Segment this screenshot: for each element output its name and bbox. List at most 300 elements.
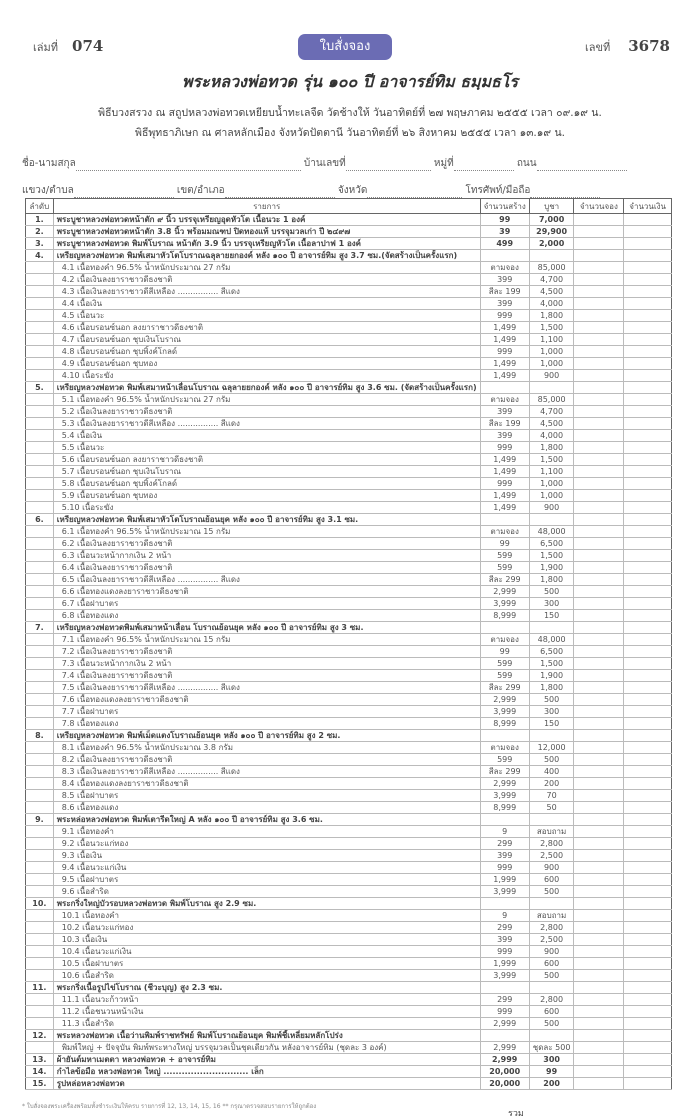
row-number [26,442,54,454]
row-price: 600 [529,874,574,886]
row-qty-ordered-field[interactable] [574,430,624,442]
row-qty-ordered-field[interactable] [574,238,624,250]
row-qty-ordered-field[interactable] [574,946,624,958]
book-number [33,37,103,56]
row-amount-field[interactable] [624,310,672,322]
row-item: 4.9 เนื้อบรอนซ์นอก ชุบทอง [53,358,480,370]
row-amount-field[interactable] [624,862,672,874]
row-item: 6.6 เนื้อทองแดงลงยาราชาวดีธงชาติ [53,586,480,598]
row-item: เหรียญหลวงพ่อทวด พิมพ์เม็ดแตงโบราณย้อนยุค หลัง ๑๐๐ ปี อาจารย์ทิม สูง 2 ซม. [53,730,480,742]
row-amount-field[interactable] [624,994,672,1006]
row-item: 6.5 เนื้อเงินลงยาราชาวดีสีเหลือง ................ สีแดง [53,574,480,586]
table-subrow [26,934,672,946]
row-amount-field[interactable] [624,1078,672,1090]
row-amount-field[interactable] [624,886,672,898]
row-price: 12,000 [529,742,574,754]
row-number [26,958,54,970]
row-amount-field[interactable] [624,262,672,274]
row-item: 7.1 เนื้อทองคำ 96.5% น้ำหนักประมาณ 15 กรัม [53,634,480,646]
row-qty-ordered-field[interactable] [574,646,624,658]
row-qty-ordered-field[interactable] [574,682,624,694]
row-amount-field[interactable] [624,646,672,658]
order-table [25,198,672,1090]
row-qty-made: 599 [480,754,529,766]
row-item: 10.3 เนื้อเงิน [53,934,480,946]
row-amount-field[interactable] [624,502,672,514]
row-amount-field[interactable] [624,394,672,406]
district-field[interactable] [225,187,335,198]
row-qty-made: 999 [480,478,529,490]
row-amount-field[interactable] [624,490,672,502]
row-number [26,970,54,982]
row-qty-ordered-field[interactable] [574,826,624,838]
row-qty-ordered-field[interactable] [574,1054,624,1066]
row-qty-ordered-field[interactable] [574,1018,624,1030]
row-qty-ordered-field[interactable] [574,502,624,514]
row-qty-ordered-field[interactable] [574,586,624,598]
row-qty-ordered-field[interactable] [574,262,624,274]
row-qty-ordered-field[interactable] [574,490,624,502]
row-qty-ordered-field[interactable] [574,406,624,418]
row-amount-field[interactable] [624,226,672,238]
row-amount-field[interactable] [624,730,672,742]
row-item: 4.6 เนื้อบรอนซ์นอก ลงยาราชาวดีธงชาติ [53,322,480,334]
row-price: 1,100 [529,334,574,346]
row-amount-field[interactable] [624,634,672,646]
row-qty-ordered-field[interactable] [574,274,624,286]
table-row [26,238,672,250]
row-item: 5.2 เนื้อเงินลงยาราชาวดีธงชาติ [53,406,480,418]
row-price [529,250,574,262]
row-qty-ordered-field[interactable] [574,1066,624,1078]
table-subrow [26,742,672,754]
form-number [585,37,670,56]
row-qty-made [480,730,529,742]
row-amount-field[interactable] [624,586,672,598]
row-qty-ordered-field[interactable] [574,910,624,922]
row-qty-made: 999 [480,1006,529,1018]
row-amount-field[interactable] [624,334,672,346]
row-qty-ordered-field[interactable] [574,706,624,718]
table-row [26,982,672,994]
table-subrow [26,574,672,586]
row-amount-field[interactable] [624,706,672,718]
row-number [26,634,54,646]
row-qty-ordered-field[interactable] [574,358,624,370]
table-subrow [26,958,672,970]
phone-label: โทรศัพท์/มือถือ [465,185,531,196]
row-qty-ordered-field[interactable] [574,1078,624,1090]
row-number: 8. [26,730,54,742]
row-qty-ordered-field[interactable] [574,958,624,970]
table-row [26,622,672,634]
row-qty-ordered-field[interactable] [574,250,624,262]
row-number: 13. [26,1054,54,1066]
row-qty-ordered-field[interactable] [574,766,624,778]
row-amount-field[interactable] [624,790,672,802]
row-amount-field[interactable] [624,1018,672,1030]
row-qty-ordered-field[interactable] [574,670,624,682]
road-field[interactable] [537,160,627,171]
form-title: พระหลวงพ่อทวด รุ่น ๑๐๐ ปี อาจารย์ทิม ธมฺมธโร [181,72,518,91]
row-price: 900 [529,946,574,958]
row-item: 8.1 เนื้อทองคำ 96.5% น้ำหนักประมาณ 3.8 กรัม [53,742,480,754]
row-number [26,502,54,514]
row-qty-ordered-field[interactable] [574,394,624,406]
row-amount-field[interactable] [624,1042,672,1054]
row-qty-ordered-field[interactable] [574,898,624,910]
row-number [26,694,54,706]
row-number [26,682,54,694]
row-qty-made: 2,999 [480,694,529,706]
row-amount-field[interactable] [624,718,672,730]
row-qty-ordered-field[interactable] [574,838,624,850]
total-label: รวม [508,1109,524,1119]
row-amount-field[interactable] [624,1006,672,1018]
col-qty-ordered: จำนวนจอง [574,199,624,214]
row-amount-field[interactable] [624,418,672,430]
row-number [26,454,54,466]
row-amount-field[interactable] [624,454,672,466]
row-amount-field[interactable] [624,754,672,766]
table-subrow [26,706,672,718]
row-qty-ordered-field[interactable] [574,478,624,490]
row-qty-made: 299 [480,994,529,1006]
row-qty-ordered-field[interactable] [574,742,624,754]
row-number [26,1018,54,1030]
subdistrict-field[interactable] [74,187,174,198]
row-qty-made: 1,499 [480,466,529,478]
table-subrow [26,1042,672,1054]
row-price: 500 [529,754,574,766]
row-amount-field[interactable] [624,478,672,490]
row-item: เหรียญหลวงพ่อทวดพิมพ์เสมาหน้าเลื่อน โบราณย้อนยุค หลัง ๑๐๐ ปี อาจารย์ทิม สูง 3 ซม. [53,622,480,634]
row-amount-field[interactable] [624,370,672,382]
row-number [26,802,54,814]
row-number [26,550,54,562]
row-qty-made [480,382,529,394]
row-qty-made: 2,999 [480,1054,529,1066]
row-amount-field[interactable] [624,622,672,634]
row-number [26,394,54,406]
row-amount-field[interactable] [624,286,672,298]
row-amount-field[interactable] [624,238,672,250]
row-amount-field[interactable] [624,346,672,358]
row-amount-field[interactable] [624,958,672,970]
row-qty-made: 999 [480,442,529,454]
row-amount-field[interactable] [624,574,672,586]
row-number [26,1042,54,1054]
row-amount-field[interactable] [624,682,672,694]
row-qty-ordered-field[interactable] [574,922,624,934]
row-qty-ordered-field[interactable] [574,730,624,742]
table-row [26,1078,672,1090]
row-price: 1,800 [529,442,574,454]
row-qty-ordered-field[interactable] [574,610,624,622]
row-qty-ordered-field[interactable] [574,598,624,610]
row-qty-ordered-field[interactable] [574,862,624,874]
row-qty-ordered-field[interactable] [574,802,624,814]
row-item: 4.3 เนื้อเงินลงยาราชาวดีสีเหลือง ................ สีแดง [53,286,480,298]
row-qty-made: 399 [480,274,529,286]
row-amount-field[interactable] [624,358,672,370]
row-number [26,430,54,442]
row-qty-made: 20,000 [480,1066,529,1078]
row-amount-field[interactable] [624,1054,672,1066]
row-item: 11.1 เนื้อนวะก้าวหน้า [53,994,480,1006]
row-amount-field[interactable] [624,826,672,838]
row-qty-ordered-field[interactable] [574,778,624,790]
table-subrow [26,370,672,382]
row-item: พิมพ์ใหญ่ + ปัจจุบัน พิมพ์พระหางใหญ่ บรรจุมวลเป็นชุดเดียวกัน หลังอาจารย์ทิม (ชุดละ 3 องค์) [53,1042,480,1054]
row-qty-ordered-field[interactable] [574,574,624,586]
row-qty-ordered-field[interactable] [574,370,624,382]
row-qty-made: 3,999 [480,886,529,898]
row-price: 500 [529,886,574,898]
row-qty-made: 2,999 [480,778,529,790]
row-item: 8.5 เนื้อฝาบาตร [53,790,480,802]
row-price: 4,700 [529,406,574,418]
row-qty-ordered-field[interactable] [574,658,624,670]
row-price: 1,900 [529,670,574,682]
row-price: 300 [529,1054,574,1066]
row-qty-ordered-field[interactable] [574,382,624,394]
row-item: 4.4 เนื้อเงิน [53,298,480,310]
row-qty-made [480,982,529,994]
row-amount-field[interactable] [624,538,672,550]
row-amount-field[interactable] [624,322,672,334]
row-price: 500 [529,1018,574,1030]
row-amount-field[interactable] [624,946,672,958]
table-subrow [26,1006,672,1018]
row-qty-made [480,898,529,910]
row-amount-field[interactable] [624,970,672,982]
row-item: ผ้ายันต์มหาเมตตา หลวงพ่อทวด + อาจารย์ทิม [53,1054,480,1066]
row-qty-ordered-field[interactable] [574,298,624,310]
row-qty-ordered-field[interactable] [574,466,624,478]
row-price [529,730,574,742]
row-qty-ordered-field[interactable] [574,1030,624,1042]
row-amount-field[interactable] [624,598,672,610]
row-amount-field[interactable] [624,1066,672,1078]
row-amount-field[interactable] [624,430,672,442]
row-qty-ordered-field[interactable] [574,754,624,766]
row-number: 11. [26,982,54,994]
row-qty-made: ตามจอง [480,526,529,538]
row-qty-made: สีละ 299 [480,574,529,586]
row-price [529,898,574,910]
row-amount-field[interactable] [624,742,672,754]
table-subrow [26,682,672,694]
row-amount-field[interactable] [624,550,672,562]
table-subrow [26,874,672,886]
table-subrow [26,418,672,430]
row-qty-ordered-field[interactable] [574,226,624,238]
row-amount-field[interactable] [624,406,672,418]
row-qty-ordered-field[interactable] [574,322,624,334]
row-qty-ordered-field[interactable] [574,514,624,526]
row-amount-field[interactable] [624,898,672,910]
phone-field[interactable] [530,187,600,198]
table-row [26,250,672,262]
row-qty-made: 399 [480,850,529,862]
row-amount-field[interactable] [624,670,672,682]
row-qty-ordered-field[interactable] [574,634,624,646]
house-no-field[interactable] [346,160,431,171]
row-number [26,766,54,778]
row-qty-made: 99 [480,214,529,226]
row-amount-field[interactable] [624,766,672,778]
row-price: 1,500 [529,322,574,334]
table-subrow [26,262,672,274]
row-item: 7.4 เนื้อเงินลงยาราชาวดีธงชาติ [53,670,480,682]
row-qty-ordered-field[interactable] [574,214,624,226]
row-qty-made: 499 [480,238,529,250]
row-amount-field[interactable] [624,910,672,922]
table-row [26,1030,672,1042]
row-amount-field[interactable] [624,442,672,454]
row-price: 1,000 [529,346,574,358]
row-price: 150 [529,718,574,730]
row-amount-field[interactable] [624,298,672,310]
row-qty-ordered-field[interactable] [574,334,624,346]
row-number [26,574,54,586]
row-qty-made: 1,499 [480,454,529,466]
row-amount-field[interactable] [624,850,672,862]
row-amount-field[interactable] [624,562,672,574]
row-qty-ordered-field[interactable] [574,454,624,466]
row-item: 5.3 เนื้อเงินลงยาราชาวดีสีเหลือง ................ สีแดง [53,418,480,430]
row-amount-field[interactable] [624,382,672,394]
row-amount-field[interactable] [624,1030,672,1042]
row-amount-field[interactable] [624,526,672,538]
row-qty-ordered-field[interactable] [574,886,624,898]
row-number [26,358,54,370]
row-amount-field[interactable] [624,274,672,286]
row-qty-ordered-field[interactable] [574,286,624,298]
row-qty-ordered-field[interactable] [574,526,624,538]
row-amount-field[interactable] [624,610,672,622]
row-amount-field[interactable] [624,250,672,262]
row-amount-field[interactable] [624,874,672,886]
row-price: 2,800 [529,994,574,1006]
row-qty-made: ตามจอง [480,634,529,646]
row-amount-field[interactable] [624,922,672,934]
row-item: 9.6 เนื้อสำริด [53,886,480,898]
table-subrow [26,442,672,454]
row-qty-ordered-field[interactable] [574,790,624,802]
row-qty-ordered-field[interactable] [574,346,624,358]
row-qty-ordered-field[interactable] [574,814,624,826]
row-number: 2. [26,226,54,238]
row-qty-ordered-field[interactable] [574,718,624,730]
row-amount-field[interactable] [624,214,672,226]
row-qty-ordered-field[interactable] [574,694,624,706]
row-qty-ordered-field[interactable] [574,850,624,862]
row-amount-field[interactable] [624,694,672,706]
row-amount-field[interactable] [624,982,672,994]
row-qty-ordered-field[interactable] [574,622,624,634]
row-amount-field[interactable] [624,466,672,478]
row-qty-ordered-field[interactable] [574,874,624,886]
row-amount-field[interactable] [624,778,672,790]
row-amount-field[interactable] [624,814,672,826]
row-number [26,910,54,922]
row-price: 7,000 [529,214,574,226]
province-field[interactable] [367,187,462,198]
table-subrow [26,970,672,982]
row-qty-ordered-field[interactable] [574,934,624,946]
row-qty-made: 1,499 [480,334,529,346]
row-price: 1,800 [529,574,574,586]
name-field[interactable] [76,160,301,171]
row-qty-ordered-field[interactable] [574,970,624,982]
row-qty-made: สีละ 299 [480,766,529,778]
row-qty-made: 399 [480,430,529,442]
row-price: 1,800 [529,682,574,694]
row-number: 12. [26,1030,54,1042]
book-label: เล่มที่ [33,41,59,54]
row-price: 2,500 [529,850,574,862]
row-item: 4.7 เนื้อบรอนซ์นอก ชุบเงินโบราณ [53,334,480,346]
row-amount-field[interactable] [624,802,672,814]
row-qty-ordered-field[interactable] [574,982,624,994]
table-row [26,730,672,742]
moo-field[interactable] [454,160,514,171]
row-item: 10.6 เนื้อสำริด [53,970,480,982]
row-item: 6.7 เนื้อฝาบาตร [53,598,480,610]
row-qty-made: 20,000 [480,1078,529,1090]
row-qty-made [480,622,529,634]
row-item: 10.1 เนื้อทองคำ [53,910,480,922]
row-amount-field[interactable] [624,658,672,670]
row-amount-field[interactable] [624,838,672,850]
row-price: 50 [529,802,574,814]
row-item: 4.8 เนื้อบรอนซ์นอก ชุบพิ้งค์โกลด์ [53,346,480,358]
row-qty-ordered-field[interactable] [574,1006,624,1018]
row-qty-ordered-field[interactable] [574,418,624,430]
row-item: พระหลวงพ่อทวด เนื้อว่านพิมพ์ราชทรัพย์ พิมพ์โบราณย้อนยุค พิมพ์ชี้เหลี่ยมหลักโปร่ง [53,1030,480,1042]
row-number: 5. [26,382,54,394]
row-qty-made: 99 [480,538,529,550]
row-qty-made: 3,999 [480,706,529,718]
row-price: 85,000 [529,262,574,274]
row-amount-field[interactable] [624,514,672,526]
row-qty-ordered-field[interactable] [574,538,624,550]
table-subrow [26,562,672,574]
row-qty-ordered-field[interactable] [574,994,624,1006]
row-qty-ordered-field[interactable] [574,1042,624,1054]
row-price: 900 [529,370,574,382]
row-qty-made: 599 [480,550,529,562]
row-qty-ordered-field[interactable] [574,442,624,454]
row-qty-made: 1,499 [480,358,529,370]
row-number [26,886,54,898]
row-qty-ordered-field[interactable] [574,562,624,574]
table-row [26,214,672,226]
row-price: 600 [529,958,574,970]
table-subrow [26,766,672,778]
row-qty-made: 399 [480,934,529,946]
table-subrow [26,490,672,502]
row-item: พระกริ่งใหญ่บัวรอบหลวงพ่อทวด พิมพ์โบราณ สูง 2.9 ซม. [53,898,480,910]
row-amount-field[interactable] [624,934,672,946]
row-qty-ordered-field[interactable] [574,310,624,322]
row-number [26,346,54,358]
row-qty-ordered-field[interactable] [574,550,624,562]
table-subrow [26,910,672,922]
row-qty-made: 8,999 [480,610,529,622]
